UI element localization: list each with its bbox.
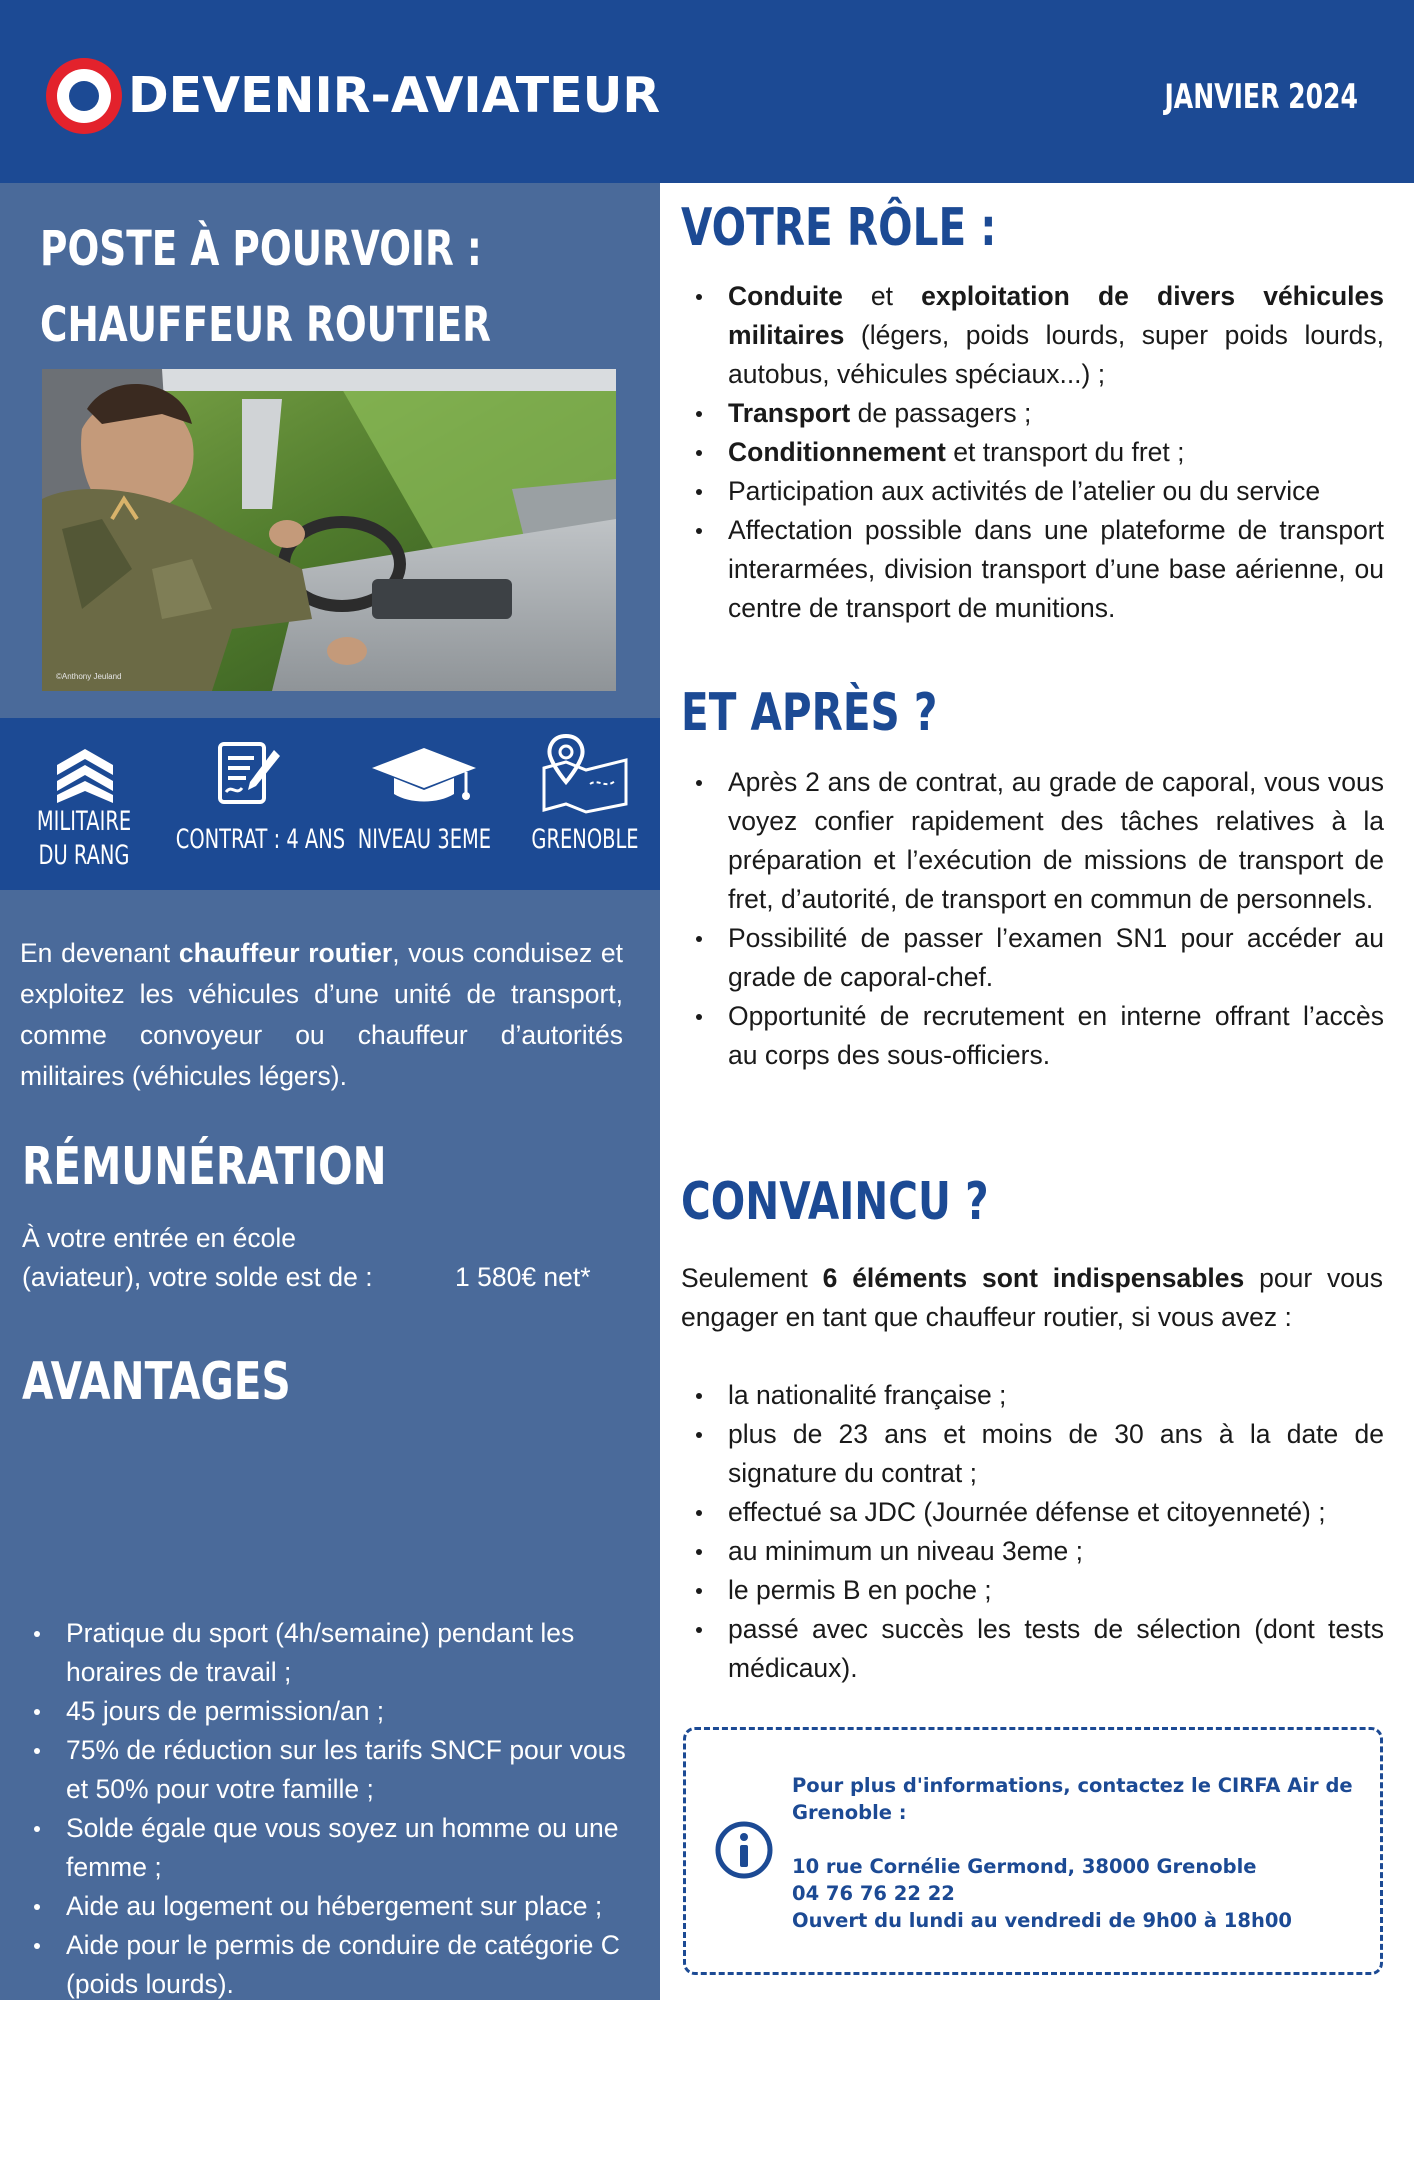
- role-item-text: de passagers ;: [850, 398, 1032, 428]
- badge-contract-label: CONTRAT : 4 ANS: [175, 824, 346, 855]
- badge-rank-label: MILITAIRE DU RANG: [36, 806, 132, 871]
- role-item: [682, 511, 1384, 628]
- role-item-keyword: exploitation de divers véhicules militaires: [728, 281, 1384, 350]
- intro-highlight: chauffeur routier: [178, 938, 393, 968]
- contact-hours: Ouvert du lundi au vendredi de 9h00 à 18h00: [792, 1909, 1292, 1932]
- benefits-list: [20, 1614, 640, 2004]
- contact-phone[interactable]: 04 76 76 22 22: [792, 1882, 955, 1905]
- chevron-rank-icon: [53, 745, 117, 803]
- career-heading: ET APRÈS ?: [681, 683, 938, 743]
- contract-icon: [216, 740, 284, 806]
- header-bar: [0, 0, 1414, 183]
- role-item: [682, 394, 1384, 433]
- career-item: Possibilité de passer l’examen SN1 pour accéder au grade de caporal-chef.: [682, 919, 1384, 997]
- benefit-item: Aide au logement ou hébergement sur place ;: [20, 1887, 640, 1926]
- requirement-item: effectué sa JDC (Journée défense et citoyenneté) ;: [682, 1493, 1384, 1532]
- career-item: Opportunité de recrutement en interne offrant l’accès au corps des sous-officiers.: [682, 997, 1384, 1075]
- role-item-text: (légers, poids lourds, super poids lourds, autobus, véhicules spéciaux...) ;: [728, 320, 1384, 389]
- issue-date: JANVIER 2024: [1164, 77, 1358, 117]
- requirements-highlight: 6 éléments sont indispensables: [822, 1263, 1245, 1293]
- badge-location-label: GRENOBLE: [531, 824, 639, 855]
- requirement-item: le permis B en poche ;: [682, 1571, 1384, 1610]
- benefits-heading: AVANTAGES: [22, 1352, 291, 1412]
- role-heading: VOTRE RÔLE :: [681, 198, 997, 258]
- driver-photo: [42, 369, 616, 691]
- requirement-item: passé avec succès les tests de sélection (dont tests médicaux).: [682, 1610, 1384, 1688]
- requirements-list: [682, 1376, 1384, 1688]
- role-item-keyword: Conditionnement: [728, 437, 946, 467]
- benefit-item: Aide pour le permis de conduire de catégorie C (poids lourds).: [20, 1926, 640, 2004]
- role-item-text: Participation aux activités de l’atelier ou du service: [728, 476, 1321, 506]
- job-title: [40, 211, 508, 363]
- role-item-text: et transport du fret ;: [945, 437, 1185, 467]
- map-pin-icon: [540, 734, 630, 814]
- salary-amount: 1 580€ net*: [455, 1262, 591, 1292]
- intro-paragraph: En devenant chauffeur routier, vous conduisez et exploitez les véhicules d’une unité de transport, comme convoyeur ou chauffeur d’autorités militaires (véhicules légers).: [20, 938, 624, 1091]
- role-item: [682, 433, 1384, 472]
- badge-level-label: NIVEAU 3EME: [357, 824, 492, 855]
- benefit-item: Solde égale que vous soyez un homme ou une femme ;: [20, 1809, 640, 1887]
- contact-intro: Pour plus d'informations, contactez le CIRFA Air de Grenoble :: [792, 1774, 1353, 1824]
- requirements-heading: CONVAINCU ?: [681, 1172, 989, 1232]
- role-item-text: Affectation possible dans une plateforme de transport interarmées, division transport d’une base aérienne, ou centre de transport de munitions.: [728, 515, 1384, 623]
- remuneration-heading: RÉMUNÉRATION: [22, 1137, 387, 1197]
- role-list: [682, 277, 1384, 628]
- graduation-cap-icon: [370, 746, 478, 804]
- truck-cab-illustration: [42, 369, 616, 691]
- job-title-line1: POSTE À POURVOIR :: [40, 221, 482, 277]
- role-item-keyword: Conduite: [728, 281, 843, 311]
- requirement-item: au minimum un niveau 3eme ;: [682, 1532, 1384, 1571]
- benefit-item: 45 jours de permission/an ;: [20, 1692, 640, 1731]
- salary-footnote: *Solde pour un célibataire sans enfant, non logé sur base.: [22, 2140, 459, 2159]
- brand-title: DEVENIR-AVIATEUR: [128, 67, 661, 124]
- requirement-item: la nationalité française ;: [682, 1376, 1384, 1415]
- requirement-item: plus de 23 ans et moins de 30 ans à la date de signature du contrat ;: [682, 1415, 1384, 1493]
- contact-box: [683, 1727, 1383, 1975]
- remuneration-text: À votre entrée en école (aviateur), votre solde est de :: [22, 1223, 373, 1292]
- contact-address: 10 rue Cornélie Germond, 38000 Grenoble: [792, 1855, 1257, 1878]
- role-item: [682, 277, 1384, 394]
- photo-credit: ©Anthony Jeuland: [56, 672, 122, 681]
- career-list: [682, 763, 1384, 1075]
- benefit-item: 75% de réduction sur les tarifs SNCF pour vous et 50% pour votre famille ;: [20, 1731, 640, 1809]
- role-item: [682, 472, 1384, 511]
- career-item: Après 2 ans de contrat, au grade de caporal, vous vous voyez confier rapidement des tâches relatives à la préparation et l’exécution de missions de transport de fret, d’autorité, de transport en commun de personnels.: [682, 763, 1384, 919]
- job-facts-band: [0, 718, 660, 890]
- role-item-keyword: Transport: [728, 398, 851, 428]
- roundel-logo-icon: [46, 58, 122, 134]
- info-icon: [714, 1820, 774, 1880]
- left-panel: [0, 183, 660, 2159]
- job-title-line2: CHAUFFEUR ROUTIER: [40, 297, 491, 353]
- contact-text: [792, 1772, 1362, 1934]
- role-item-text: et: [842, 281, 922, 311]
- benefit-item: Pratique du sport (4h/semaine) pendant les horaires de travail ;: [20, 1614, 640, 1692]
- requirements-intro: Seulement 6 éléments sont indispensables pour vous engager en tant que chauffeur routier, si vous avez :: [681, 1263, 1384, 1332]
